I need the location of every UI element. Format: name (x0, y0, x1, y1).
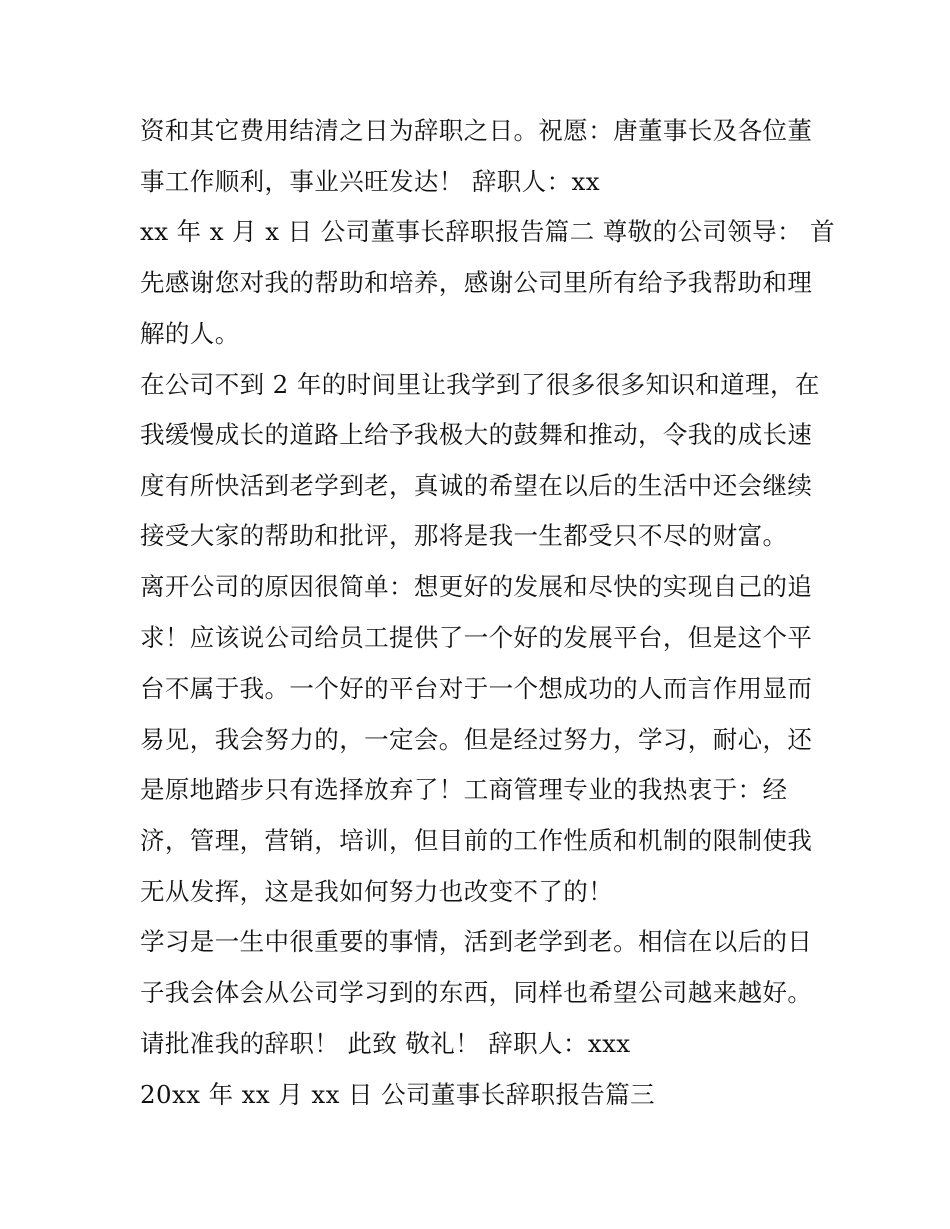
text-line: 子我会体会从公司学习到的东西，同样也希望公司越来越好。 (140, 978, 813, 1007)
text-line: 在公司不到 2 年的时间里让我学到了很多很多知识和道理，在 (140, 370, 820, 399)
text-line: 我缓慢成长的道路上给予我极大的鼓舞和推动，令我的成长速 (140, 420, 813, 449)
text-line: 学习是一生中很重要的事情，活到老学到老。相信在以后的日 (140, 927, 813, 956)
text-line: xx 年 x 月 x 日 公司董事长辞职报告篇二 尊敬的公司领导： 首 (140, 217, 836, 246)
text-line: 济，管理，营销，培训，但目前的工作性质和机制的限制使我 (140, 826, 813, 855)
text-line: 接受大家的帮助和批评，那将是我一生都受只不尽的财富。 (140, 521, 788, 550)
text-line: 台不属于我。一个好的平台对于一个想成功的人而言作用显而 (140, 674, 813, 703)
text-line: 解的人。 (140, 319, 240, 348)
text-line: 求！应该说公司给员工提供了一个好的发展平台，但是这个平 (140, 623, 813, 652)
text-line: 请批准我的辞职！ 此致 敬礼！ 辞职人：xxx (140, 1029, 631, 1058)
text-line: 20xx 年 xx 月 xx 日 公司董事长辞职报告篇三 (140, 1080, 656, 1109)
text-line: 度有所快活到老学到老，真诚的希望在以后的生活中还会继续 (140, 471, 813, 500)
text-line: 资和其它费用结清之日为辞职之日。祝愿：唐董事长及各位董 (140, 116, 813, 145)
text-line: 离开公司的原因很简单：想更好的发展和尽快的实现自己的追 (140, 572, 813, 601)
text-line: 事工作顺利，事业兴旺发达！ 辞职人：xx (140, 167, 600, 196)
text-line: 易见，我会努力的，一定会。但是经过努力，学习，耐心，还 (140, 725, 813, 754)
text-line: 先感谢您对我的帮助和培养，感谢公司里所有给予我帮助和理 (140, 268, 813, 297)
text-line: 无从发挥，这是我如何努力也改变不了的！ (140, 877, 614, 906)
text-line: 是原地踏步只有选择放弃了！工商管理专业的我热衷于：经 (140, 775, 788, 804)
